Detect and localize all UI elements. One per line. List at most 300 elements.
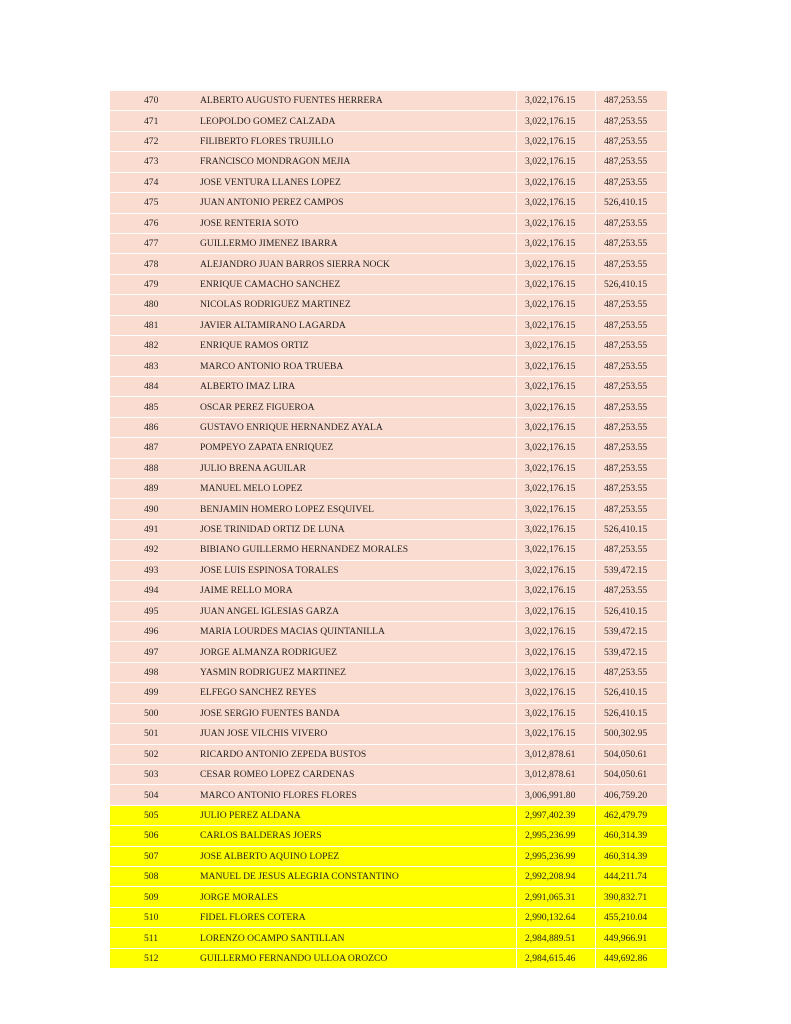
row-number-cell bbox=[110, 295, 198, 315]
row-number-cell bbox=[110, 458, 198, 478]
row-number-cell bbox=[110, 152, 198, 172]
person-name: JULIO PEREZ ALDANA bbox=[200, 809, 301, 821]
table-row bbox=[110, 581, 667, 601]
person-name: JAVIER ALTAMIRANO LAGARDA bbox=[200, 319, 346, 331]
row-number: 494 bbox=[144, 585, 159, 597]
amount-secondary: 487,253.55 bbox=[604, 462, 648, 474]
person-name: MANUEL DE JESUS ALEGRIA CONSTANTINO bbox=[200, 871, 399, 883]
row-number-cell bbox=[110, 479, 198, 499]
amount-total-cell bbox=[517, 928, 596, 948]
amount-secondary: 526,410.15 bbox=[604, 197, 648, 209]
amount-total-cell bbox=[517, 336, 596, 356]
person-name-cell bbox=[198, 928, 517, 948]
amount-total-cell bbox=[517, 948, 596, 968]
row-number-cell bbox=[110, 499, 198, 519]
amount-secondary: 390,832.71 bbox=[604, 891, 648, 903]
row-number-cell bbox=[110, 131, 198, 151]
row-number: 510 bbox=[144, 912, 159, 924]
row-number-cell bbox=[110, 91, 198, 111]
row-number-cell bbox=[110, 683, 198, 703]
amount-secondary: 487,253.55 bbox=[604, 340, 648, 352]
person-name-cell bbox=[198, 581, 517, 601]
row-number: 478 bbox=[144, 258, 159, 270]
amount-secondary-cell bbox=[596, 356, 668, 376]
amount-total: 3,022,176.15 bbox=[525, 421, 576, 433]
person-name-cell bbox=[198, 193, 517, 213]
row-number-cell bbox=[110, 315, 198, 335]
amount-secondary-cell bbox=[596, 295, 668, 315]
person-name-cell bbox=[198, 254, 517, 274]
table-row bbox=[110, 846, 667, 866]
amount-secondary-cell bbox=[596, 560, 668, 580]
row-number-cell bbox=[110, 867, 198, 887]
person-name-cell bbox=[198, 785, 517, 805]
row-number: 503 bbox=[144, 769, 159, 781]
row-number-cell bbox=[110, 907, 198, 927]
amount-total-cell bbox=[517, 193, 596, 213]
amount-secondary: 504,050.61 bbox=[604, 769, 648, 781]
row-number: 472 bbox=[144, 136, 159, 148]
person-name-cell bbox=[198, 274, 517, 294]
person-name: ALEJANDRO JUAN BARROS SIERRA NOCK bbox=[200, 258, 390, 270]
amount-total: 2,991,065.31 bbox=[525, 891, 576, 903]
person-name-cell bbox=[198, 907, 517, 927]
row-number: 482 bbox=[144, 340, 159, 352]
amount-secondary: 539,472.15 bbox=[604, 564, 648, 576]
amount-total-cell bbox=[517, 662, 596, 682]
person-name-cell bbox=[198, 642, 517, 662]
amount-secondary: 487,253.55 bbox=[604, 299, 648, 311]
amount-secondary-cell bbox=[596, 642, 668, 662]
table-row bbox=[110, 315, 667, 335]
person-name-cell bbox=[198, 336, 517, 356]
person-name: JOSE ALBERTO AQUINO LOPEZ bbox=[200, 850, 340, 862]
person-name: JUAN JOSE VILCHIS VIVERO bbox=[200, 728, 328, 740]
amount-total-cell bbox=[517, 703, 596, 723]
person-name-cell bbox=[198, 560, 517, 580]
amount-total-cell bbox=[517, 907, 596, 927]
amount-total: 3,022,176.15 bbox=[525, 136, 576, 148]
person-name-cell bbox=[198, 519, 517, 539]
row-number-cell bbox=[110, 540, 198, 560]
row-number-cell bbox=[110, 336, 198, 356]
amount-total: 2,984,889.51 bbox=[525, 932, 576, 944]
table-row bbox=[110, 764, 667, 784]
table-row bbox=[110, 724, 667, 744]
amount-secondary-cell bbox=[596, 805, 668, 825]
person-name-cell bbox=[198, 867, 517, 887]
row-number: 497 bbox=[144, 646, 159, 658]
row-number: 477 bbox=[144, 238, 159, 250]
table-row bbox=[110, 703, 667, 723]
amount-secondary: 487,253.55 bbox=[604, 503, 648, 515]
row-number: 507 bbox=[144, 850, 159, 862]
row-number: 470 bbox=[144, 95, 159, 107]
person-name: LORENZO OCAMPO SANTILLAN bbox=[200, 932, 345, 944]
row-number: 495 bbox=[144, 605, 159, 617]
amount-total-cell bbox=[517, 233, 596, 253]
amount-secondary: 487,253.55 bbox=[604, 421, 648, 433]
table-row bbox=[110, 254, 667, 274]
row-number: 504 bbox=[144, 789, 159, 801]
person-name: MARIA LOURDES MACIAS QUINTANILLA bbox=[200, 626, 385, 638]
amount-secondary-cell bbox=[596, 948, 668, 968]
row-number: 511 bbox=[144, 932, 159, 944]
amount-secondary-cell bbox=[596, 764, 668, 784]
amount-secondary: 526,410.15 bbox=[604, 279, 648, 290]
amount-secondary-cell bbox=[596, 397, 668, 417]
amount-secondary-cell bbox=[596, 193, 668, 213]
row-number: 481 bbox=[144, 319, 159, 331]
table-row bbox=[110, 233, 667, 253]
amount-total: 3,012,878.61 bbox=[525, 748, 576, 760]
amount-secondary: 487,253.55 bbox=[604, 156, 648, 168]
amount-total-cell bbox=[517, 254, 596, 274]
person-name-cell bbox=[198, 172, 517, 192]
table-row bbox=[110, 805, 667, 825]
row-number: 484 bbox=[144, 381, 159, 393]
row-number: 508 bbox=[144, 871, 159, 883]
table-row bbox=[110, 560, 667, 580]
row-number: 509 bbox=[144, 891, 159, 903]
amount-total: 2,990,132.64 bbox=[525, 912, 576, 924]
table-row bbox=[110, 683, 667, 703]
amount-secondary-cell bbox=[596, 540, 668, 560]
person-name: POMPEYO ZAPATA ENRIQUEZ bbox=[200, 442, 334, 454]
row-number: 499 bbox=[144, 687, 159, 699]
amount-secondary-cell bbox=[596, 438, 668, 458]
amount-total-cell bbox=[517, 295, 596, 315]
person-name: JOSE SERGIO FUENTES BANDA bbox=[200, 707, 340, 719]
amount-total: 3,022,176.15 bbox=[525, 156, 576, 168]
amount-secondary-cell bbox=[596, 826, 668, 846]
row-number: 488 bbox=[144, 462, 159, 474]
table-row bbox=[110, 376, 667, 396]
amount-total-cell bbox=[517, 744, 596, 764]
amount-secondary-cell bbox=[596, 621, 668, 641]
amount-total-cell bbox=[517, 846, 596, 866]
amount-secondary-cell bbox=[596, 662, 668, 682]
row-number: 512 bbox=[144, 952, 159, 964]
row-number-cell bbox=[110, 376, 198, 396]
amount-secondary: 487,253.55 bbox=[604, 217, 648, 229]
amount-total: 2,995,236.99 bbox=[525, 830, 576, 842]
person-name-cell bbox=[198, 805, 517, 825]
person-name: LEOPOLDO GOMEZ CALZADA bbox=[200, 115, 336, 127]
person-name: FRANCISCO MONDRAGON MEJIA bbox=[200, 156, 351, 168]
amount-secondary: 487,253.55 bbox=[604, 544, 648, 556]
amount-total-cell bbox=[517, 438, 596, 458]
amount-total: 3,022,176.15 bbox=[525, 667, 576, 679]
person-name-cell bbox=[198, 744, 517, 764]
row-number-cell bbox=[110, 826, 198, 846]
amount-total: 3,022,176.15 bbox=[525, 483, 576, 495]
row-number-cell bbox=[110, 662, 198, 682]
amount-total: 3,022,176.15 bbox=[525, 524, 576, 536]
amount-secondary: 500,302.95 bbox=[604, 728, 648, 740]
person-name-cell bbox=[198, 356, 517, 376]
table-row bbox=[110, 621, 667, 641]
amount-total-cell bbox=[517, 315, 596, 335]
amount-total: 3,022,176.15 bbox=[525, 728, 576, 740]
row-number: 491 bbox=[144, 524, 159, 536]
row-number-cell bbox=[110, 111, 198, 131]
amount-secondary: 487,253.55 bbox=[604, 442, 648, 454]
amount-secondary-cell bbox=[596, 703, 668, 723]
row-number: 476 bbox=[144, 217, 159, 229]
amount-total-cell bbox=[517, 887, 596, 907]
amount-secondary-cell bbox=[596, 683, 668, 703]
person-name-cell bbox=[198, 315, 517, 335]
row-number-cell bbox=[110, 581, 198, 601]
person-name-cell bbox=[198, 295, 517, 315]
amount-secondary: 539,472.15 bbox=[604, 646, 648, 658]
table-row bbox=[110, 744, 667, 764]
table-row bbox=[110, 826, 667, 846]
amount-total: 3,022,176.15 bbox=[525, 626, 576, 638]
row-number: 506 bbox=[144, 830, 159, 842]
table-row bbox=[110, 356, 667, 376]
row-number-cell bbox=[110, 846, 198, 866]
row-number-cell bbox=[110, 356, 198, 376]
amount-secondary-cell bbox=[596, 907, 668, 927]
person-name-cell bbox=[198, 131, 517, 151]
amount-secondary: 526,410.15 bbox=[604, 687, 648, 699]
table-row bbox=[110, 479, 667, 499]
amount-total: 3,022,176.15 bbox=[525, 258, 576, 270]
table-row bbox=[110, 295, 667, 315]
row-number-cell bbox=[110, 785, 198, 805]
row-number: 492 bbox=[144, 544, 159, 556]
amount-secondary: 526,410.15 bbox=[604, 707, 648, 719]
amount-total: 3,022,176.15 bbox=[525, 605, 576, 617]
row-number: 505 bbox=[144, 809, 159, 821]
amount-total-cell bbox=[517, 581, 596, 601]
row-number-cell bbox=[110, 764, 198, 784]
amount-secondary: 487,253.55 bbox=[604, 667, 648, 679]
table-row bbox=[110, 152, 667, 172]
amount-secondary-cell bbox=[596, 172, 668, 192]
table-row bbox=[110, 91, 667, 111]
amount-total: 3,006,991.80 bbox=[525, 789, 576, 801]
row-number-cell bbox=[110, 233, 198, 253]
person-name: GUILLERMO JIMENEZ IBARRA bbox=[200, 238, 338, 250]
amount-total: 3,022,176.15 bbox=[525, 442, 576, 454]
amount-total: 3,012,878.61 bbox=[525, 769, 576, 781]
amount-total-cell bbox=[517, 867, 596, 887]
person-name: MANUEL MELO LOPEZ bbox=[200, 483, 303, 495]
person-name-cell bbox=[198, 703, 517, 723]
amount-total: 3,022,176.15 bbox=[525, 197, 576, 209]
row-number-cell bbox=[110, 642, 198, 662]
amount-total: 3,022,176.15 bbox=[525, 381, 576, 393]
table-row bbox=[110, 438, 667, 458]
amount-secondary-cell bbox=[596, 233, 668, 253]
amount-secondary: 487,253.55 bbox=[604, 136, 648, 148]
amount-secondary-cell bbox=[596, 724, 668, 744]
person-name-cell bbox=[198, 376, 517, 396]
person-name: BIBIANO GUILLERMO HERNANDEZ MORALES bbox=[200, 544, 409, 556]
amount-secondary-cell bbox=[596, 581, 668, 601]
amount-total: 3,022,176.15 bbox=[525, 503, 576, 515]
row-number: 474 bbox=[144, 176, 159, 188]
amount-secondary-cell bbox=[596, 336, 668, 356]
row-number-cell bbox=[110, 805, 198, 825]
person-name: FIDEL FLORES COTERA bbox=[200, 912, 306, 924]
row-number: 485 bbox=[144, 401, 159, 413]
table-row bbox=[110, 642, 667, 662]
table-row bbox=[110, 111, 667, 131]
amount-secondary: 526,410.15 bbox=[604, 524, 648, 536]
person-name: MARCO ANTONIO FLORES FLORES bbox=[200, 789, 357, 801]
amount-secondary: 444,211.74 bbox=[604, 871, 647, 883]
amount-total-cell bbox=[517, 601, 596, 621]
amount-total-cell bbox=[517, 785, 596, 805]
amount-total: 3,022,176.15 bbox=[525, 564, 576, 576]
amount-secondary: 487,253.55 bbox=[604, 585, 648, 597]
table-row bbox=[110, 172, 667, 192]
amount-total-cell bbox=[517, 683, 596, 703]
table-row bbox=[110, 193, 667, 213]
amount-total-cell bbox=[517, 356, 596, 376]
amount-total-cell bbox=[517, 172, 596, 192]
row-number: 473 bbox=[144, 156, 159, 168]
table-row bbox=[110, 601, 667, 621]
person-name-cell bbox=[198, 601, 517, 621]
amount-secondary-cell bbox=[596, 519, 668, 539]
amount-secondary: 487,253.55 bbox=[604, 381, 648, 393]
amount-total: 3,022,176.15 bbox=[525, 585, 576, 597]
table-row bbox=[110, 887, 667, 907]
amount-secondary: 462,479.79 bbox=[604, 809, 648, 821]
table-row bbox=[110, 907, 667, 927]
data-table bbox=[110, 91, 667, 969]
person-name: ELFEGO SANCHEZ REYES bbox=[200, 687, 317, 699]
amount-total-cell bbox=[517, 91, 596, 111]
table-row bbox=[110, 336, 667, 356]
person-name: JOSE TRINIDAD ORTIZ DE LUNA bbox=[200, 524, 345, 536]
row-number: 489 bbox=[144, 483, 159, 495]
amount-total: 3,022,176.15 bbox=[525, 279, 576, 290]
person-name-cell bbox=[198, 621, 517, 641]
person-name: MARCO ANTONIO ROA TRUEBA bbox=[200, 360, 344, 372]
row-number: 490 bbox=[144, 503, 159, 515]
person-name: YASMIN RODRIGUEZ MARTINEZ bbox=[200, 667, 346, 679]
amount-secondary: 487,253.55 bbox=[604, 401, 648, 413]
table-row bbox=[110, 948, 667, 968]
row-number-cell bbox=[110, 744, 198, 764]
person-name-cell bbox=[198, 764, 517, 784]
amount-total-cell bbox=[517, 764, 596, 784]
amount-secondary-cell bbox=[596, 744, 668, 764]
amount-total: 2,992,208.94 bbox=[525, 871, 576, 883]
row-number: 502 bbox=[144, 748, 159, 760]
row-number-cell bbox=[110, 887, 198, 907]
table-body bbox=[110, 91, 667, 969]
row-number-cell bbox=[110, 274, 198, 294]
amount-secondary-cell bbox=[596, 479, 668, 499]
amount-total: 3,022,176.15 bbox=[525, 299, 576, 311]
amount-total-cell bbox=[517, 540, 596, 560]
person-name: ALBERTO AUGUSTO FUENTES HERRERA bbox=[200, 95, 383, 107]
row-number-cell bbox=[110, 254, 198, 274]
amount-secondary-cell bbox=[596, 111, 668, 131]
amount-secondary-cell bbox=[596, 601, 668, 621]
table-row bbox=[110, 519, 667, 539]
row-number-cell bbox=[110, 948, 198, 968]
amount-secondary-cell bbox=[596, 458, 668, 478]
amount-secondary: 487,253.55 bbox=[604, 95, 648, 107]
amount-total-cell bbox=[517, 479, 596, 499]
person-name: ALBERTO IMAZ LIRA bbox=[200, 381, 296, 393]
amount-secondary-cell bbox=[596, 274, 668, 294]
amount-total: 3,022,176.15 bbox=[525, 646, 576, 658]
row-number: 480 bbox=[144, 299, 159, 311]
person-name-cell bbox=[198, 397, 517, 417]
row-number: 501 bbox=[144, 728, 159, 740]
amount-total: 3,022,176.15 bbox=[525, 217, 576, 229]
amount-secondary: 460,314.39 bbox=[604, 850, 648, 862]
row-number: 471 bbox=[144, 115, 159, 127]
row-number: 493 bbox=[144, 564, 159, 576]
row-number-cell bbox=[110, 193, 198, 213]
person-name: NICOLAS RODRIGUEZ MARTINEZ bbox=[200, 299, 351, 311]
amount-total-cell bbox=[517, 826, 596, 846]
amount-secondary-cell bbox=[596, 376, 668, 396]
person-name-cell bbox=[198, 458, 517, 478]
person-name: GUILLERMO FERNANDO ULLOA OROZCO bbox=[200, 952, 388, 964]
amount-total: 3,022,176.15 bbox=[525, 340, 576, 352]
amount-secondary-cell bbox=[596, 91, 668, 111]
amount-total-cell bbox=[517, 560, 596, 580]
amount-secondary-cell bbox=[596, 254, 668, 274]
person-name-cell bbox=[198, 662, 517, 682]
person-name: JOSE LUIS ESPINOSA TORALES bbox=[200, 564, 339, 576]
amount-total-cell bbox=[517, 499, 596, 519]
amount-secondary: 487,253.55 bbox=[604, 483, 648, 495]
amount-total-cell bbox=[517, 274, 596, 294]
amount-secondary-cell bbox=[596, 213, 668, 233]
amount-total-cell bbox=[517, 724, 596, 744]
person-name-cell bbox=[198, 91, 517, 111]
amount-total: 3,022,176.15 bbox=[525, 462, 576, 474]
amount-total-cell bbox=[517, 458, 596, 478]
person-name: JULIO BRENA AGUILAR bbox=[200, 462, 307, 474]
amount-total: 2,997,402.39 bbox=[525, 809, 576, 821]
row-number-cell bbox=[110, 213, 198, 233]
amount-total-cell bbox=[517, 131, 596, 151]
person-name: RICARDO ANTONIO ZEPEDA BUSTOS bbox=[200, 748, 367, 760]
person-name-cell bbox=[198, 479, 517, 499]
amount-secondary-cell bbox=[596, 785, 668, 805]
row-number-cell bbox=[110, 519, 198, 539]
table-row bbox=[110, 213, 667, 233]
amount-secondary-cell bbox=[596, 887, 668, 907]
person-name: CARLOS BALDERAS JOERS bbox=[200, 830, 322, 842]
row-number-cell bbox=[110, 601, 198, 621]
amount-secondary-cell bbox=[596, 846, 668, 866]
amount-total: 3,022,176.15 bbox=[525, 238, 576, 250]
table-row bbox=[110, 785, 667, 805]
person-name-cell bbox=[198, 826, 517, 846]
person-name: CESAR ROMEO LOPEZ CARDENAS bbox=[200, 769, 355, 781]
row-number-cell bbox=[110, 397, 198, 417]
person-name-cell bbox=[198, 213, 517, 233]
amount-total-cell bbox=[517, 417, 596, 437]
amount-secondary: 455,210.04 bbox=[604, 912, 648, 924]
amount-secondary: 460,314.39 bbox=[604, 830, 648, 842]
person-name-cell bbox=[198, 233, 517, 253]
